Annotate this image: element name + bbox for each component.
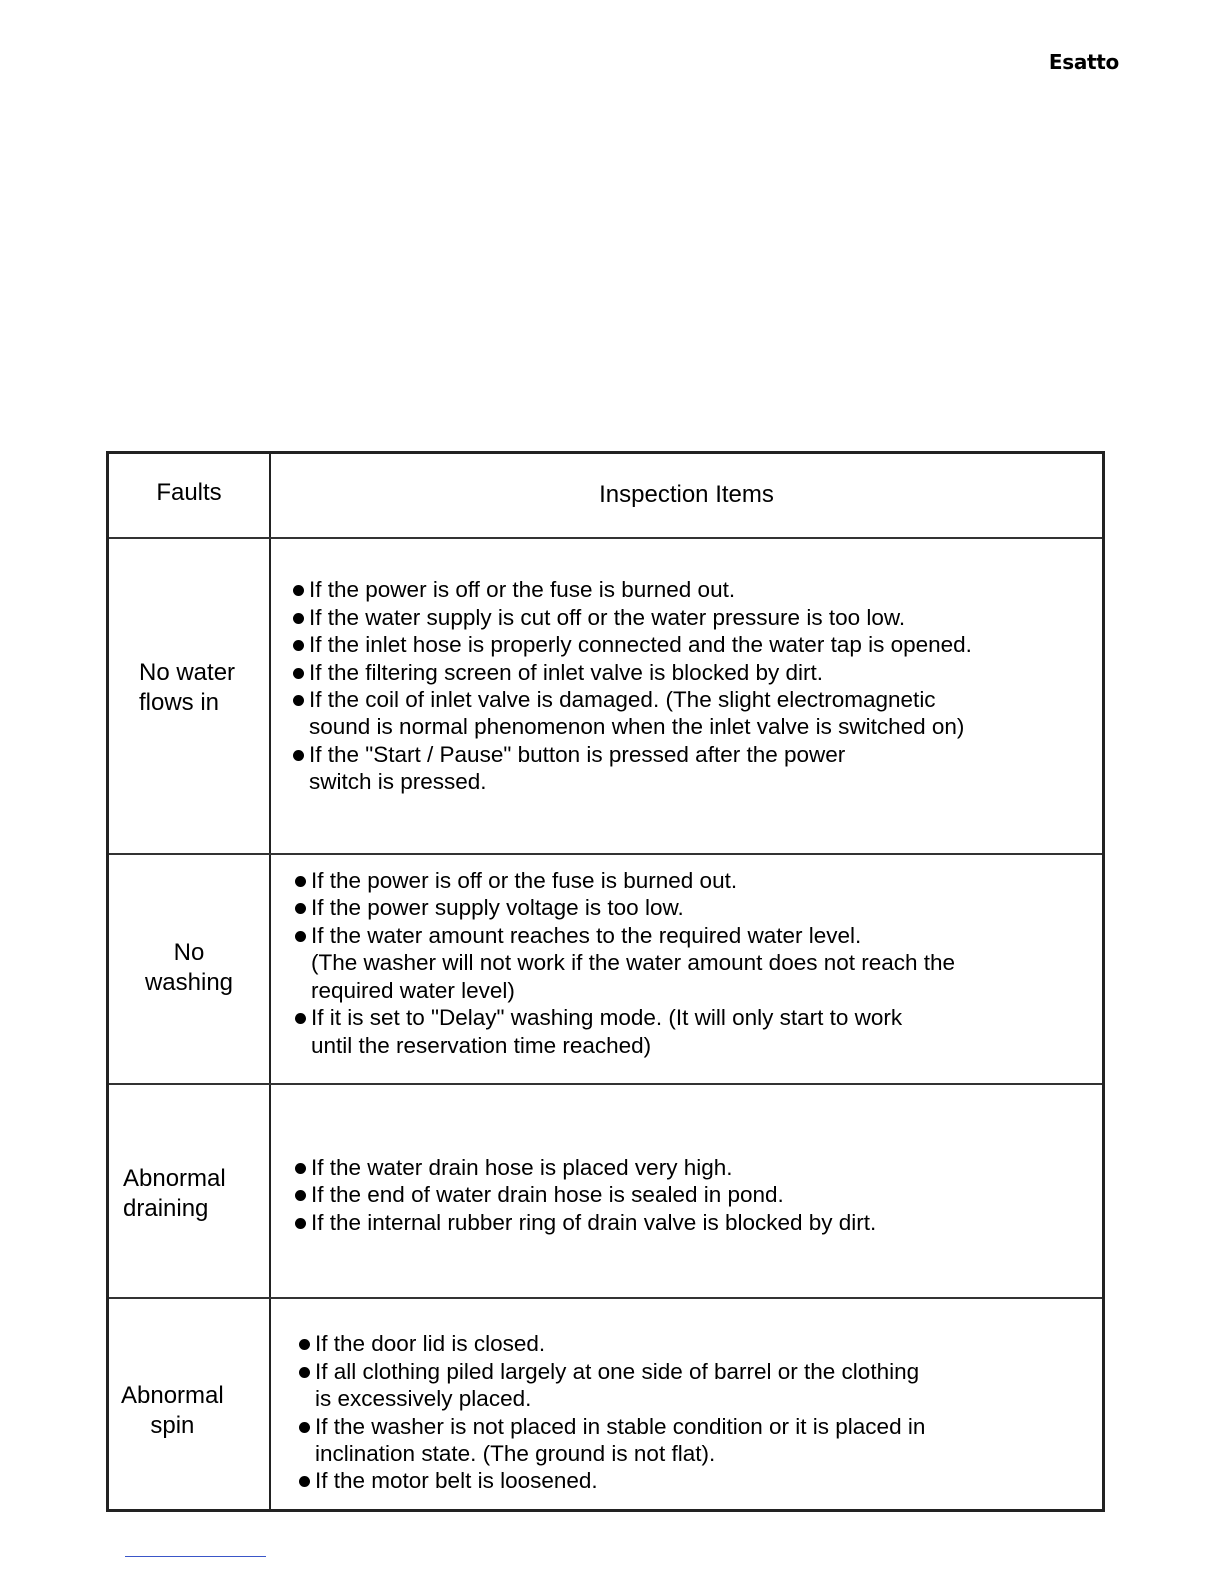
- fault-label: Abnormal spin: [121, 1381, 224, 1439]
- inspection-cell: [271, 539, 1102, 853]
- inspection-item: If the water drain hose is placed very high.: [295, 1154, 876, 1181]
- inspection-item: If the internal rubber ring of drain valve is blocked by dirt.: [295, 1209, 876, 1236]
- inspection-item: If it is set to "Delay" washing mode. (It will only start to work until the reservation time reached): [295, 1004, 955, 1059]
- fault-cell: [109, 539, 271, 853]
- inspection-item: If the filtering screen of inlet valve is blocked by dirt.: [293, 659, 972, 686]
- inspection-item: If the power is off or the fuse is burned out.: [295, 867, 955, 894]
- fault-cell: [109, 1085, 271, 1297]
- table-row: [109, 537, 1102, 853]
- troubleshooting-table: [106, 451, 1105, 1512]
- inspection-item: If the washer is not placed in stable condition or it is placed in inclination state. (The ground is not flat).: [299, 1413, 925, 1468]
- footer-link-underline: [125, 1556, 266, 1557]
- inspection-item: If the power is off or the fuse is burned out.: [293, 576, 972, 603]
- table-row: [109, 1297, 1102, 1512]
- column-header-faults: Faults: [109, 454, 271, 537]
- inspection-cell: [271, 1299, 1102, 1512]
- fault-cell: [109, 1299, 271, 1512]
- table-row: [109, 1083, 1102, 1297]
- table-row: [109, 853, 1102, 1083]
- inspection-item: If the "Start / Pause" button is pressed after the power switch is pressed.: [293, 741, 972, 796]
- inspection-item: If the water amount reaches to the required water level. (The washer will not work if the water amount does not reach the required water level): [295, 922, 955, 1004]
- inspection-item: If the motor belt is loosened.: [299, 1467, 925, 1494]
- inspection-item: If the coil of inlet valve is damaged. (The slight electromagnetic sound is normal phenomenon when the inlet valve is switched on): [293, 686, 972, 741]
- inspection-item: If all clothing piled largely at one side of barrel or the clothing is excessively placed.: [299, 1358, 925, 1413]
- inspection-item: If the end of water drain hose is sealed in pond.: [295, 1181, 876, 1208]
- table-header-row: [109, 454, 1102, 537]
- column-header-inspection-items: Inspection Items: [599, 480, 774, 508]
- inspection-cell: [271, 855, 1102, 1083]
- fault-label: No washing: [144, 938, 234, 996]
- fault-label: No water flows in: [139, 659, 236, 716]
- fault-label: Abnormal draining: [123, 1165, 226, 1222]
- inspection-item: If the door lid is closed.: [299, 1330, 925, 1357]
- inspection-cell: [271, 1085, 1102, 1297]
- brand-logo: Esatto: [1048, 50, 1119, 74]
- fault-cell: [109, 855, 271, 1083]
- inspection-item: If the power supply voltage is too low.: [295, 894, 955, 921]
- inspection-item: If the water supply is cut off or the water pressure is too low.: [293, 604, 972, 631]
- inspection-item: If the inlet hose is properly connected and the water tap is opened.: [293, 631, 972, 658]
